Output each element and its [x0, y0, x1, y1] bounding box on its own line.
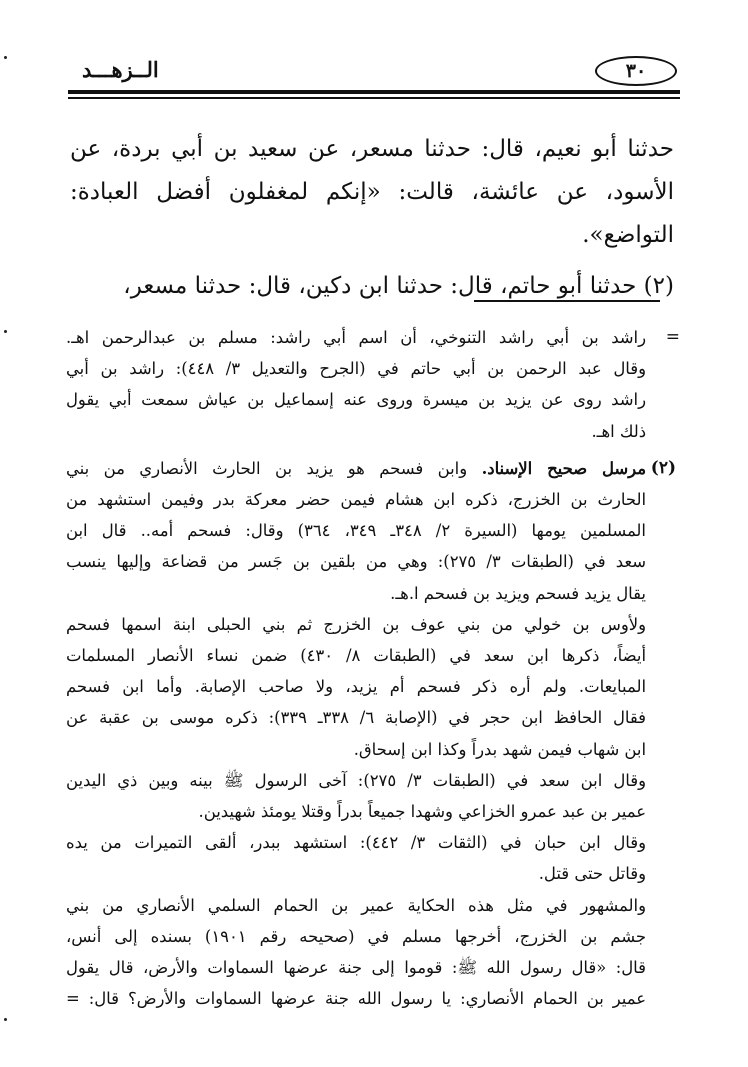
continuation-marker: =	[665, 327, 680, 347]
footnote-line: فقال الحافظ ابن حجر في (الإصابة ٦/ ٣٣٨ـ ٣٣٩): ذكره موسى بن عقبة عن	[66, 708, 646, 728]
footnote-1-continuation	[66, 322, 680, 447]
footnote-line: وقال ابن حبان في (الثقات ٣/ ٤٤٢): استشهد ببدر، ألقى التميرات من يده	[66, 833, 646, 853]
main-paragraph: حدثنا أبو نعيم، قال: حدثنا مسعر، عن سعيد بن أبي بردة، عن الأسود، عن عائشة، قالت: «إنكم لمغفلون أفضل العبادة: التواضع».	[70, 136, 674, 248]
footnote-line: جشم بن الخزرج، أخرجها مسلم في (صحيحه رقم ١٩٠١) بسنده إلى أنس،	[66, 926, 646, 946]
footnote-line: وقال عبد الرحمن بن أبي حاتم في (الجرح والتعديل ٣/ ٤٤٨): راشد بن أبي	[66, 359, 646, 379]
footnote-line: والمشهور في مثل هذه الحكاية عمير بن الحمام السلمي الأنصاري من بني	[66, 895, 646, 915]
footnote-2	[66, 453, 676, 1015]
edge-mark	[4, 330, 7, 333]
footnote-lead: مرسل صحيح الإسناد.	[481, 458, 646, 478]
footnote-line: سعد في (الطبقات ٣/ ٢٧٥): وهي من بلقين بن جَسر من قضاعة وإليها ينسب	[66, 552, 646, 572]
footnote-line: المسلمين يومها (السيرة ٢/ ٣٤٨ـ ٣٤٩، ٣٦٤) وقال: فسحم أمه.. قال ابن	[66, 521, 646, 541]
footnote-line: المبايعات. ولم أره ذكر فسحم أم يزيد، ولا صاحب الإصابة. وأما ابن فسحم	[66, 677, 646, 697]
main-text	[70, 128, 674, 308]
header-rule-thick	[68, 90, 680, 94]
footnote-line: قال: «قال رسول الله ﷺ: قوموا إلى جنة عرضها السماوات والأرض، قال يقول	[66, 958, 646, 978]
footnote-line: عمير بن عبد عمرو الخزاعي وشهدا جميعاً بدراً وقتلا يومئذ شهيدين.	[198, 802, 646, 822]
page-header	[68, 52, 680, 92]
footnote-separator	[474, 300, 660, 302]
footnote-line: راشد بن أبي راشد التنوخي، أن اسم أبي راشد: مسلم بن عبدالرحمن اهـ.	[66, 328, 646, 347]
footnote-line: وقال ابن سعد في (الطبقات ٣/ ٢٧٥): آخى الرسول ﷺ بينه وبين ذي اليدين	[66, 770, 646, 790]
footnote-line: يقال يزيد فسحم ويزيد بن فسحم ا.هـ.	[390, 583, 646, 603]
footnote-line: الحارث بن الخزرج، ذكره ابن هشام فيمن حضر معركة بدر وفيمن استشهد من	[66, 490, 646, 510]
footnote-line: وقاتل حتى قتل.	[538, 864, 646, 884]
page-number: ٣٠	[595, 56, 677, 86]
footnote-line	[66, 453, 646, 484]
main-paragraph: (٢) حدثنا أبو حاتم، قال: حدثنا ابن دكين، قال: حدثنا مسعر،	[123, 273, 674, 299]
edge-mark	[4, 56, 7, 59]
footnote-line: ذلك اهـ.	[591, 421, 646, 441]
footnote-line: ابن شهاب فيمن شهد بدراً وكذا ابن إسحاق.	[353, 739, 646, 759]
footnote-line: راشد روى عن يزيد بن ميسرة وروى عنه إسماعيل بن عياش سمعت أبي يقول	[66, 390, 646, 410]
footnote-line: ولأوس بن خولي من بني عوف بن الخزرج ثم بني الحبلى ابنة اسمها فسحم	[66, 614, 646, 634]
header-rule-thin	[68, 97, 680, 99]
running-title: الــزهـــد	[82, 57, 159, 82]
footnote-line: أيضاً، ذكرها ابن سعد في (الطبقات ٨/ ٤٣٠) ضمن نساء الأنصار المسلمات	[66, 646, 646, 666]
footnote-text: وابن فسحم هو يزيد بن الحارث الأنصاري من بني	[66, 458, 468, 478]
footnote-marker: (٢)	[650, 457, 676, 478]
footnotes	[66, 322, 680, 1014]
footnote-line: عمير بن الحمام الأنصاري: يا رسول الله جنة عرضها السماوات والأرض؟ قال: =	[66, 989, 646, 1009]
edge-mark	[4, 1018, 7, 1021]
